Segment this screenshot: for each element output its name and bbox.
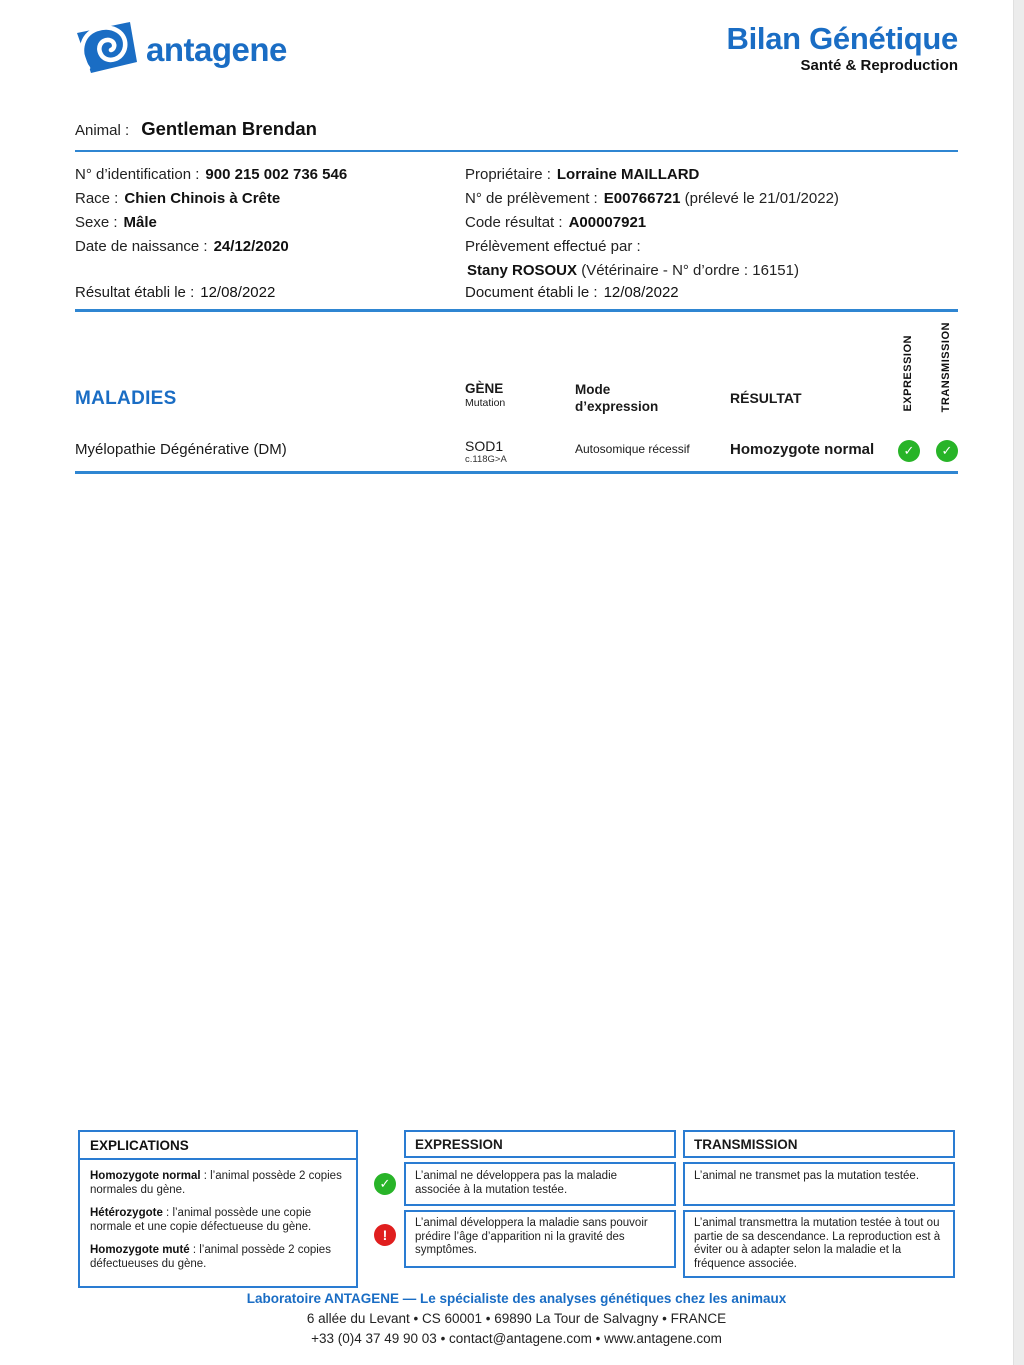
- mode-header-line1: Mode: [575, 382, 611, 397]
- term-homozygote-normal: Homozygote normal: [90, 1170, 201, 1182]
- transmission-check-icon: ✓: [936, 440, 958, 462]
- result-code-label: Code résultat :: [465, 214, 563, 231]
- identification-row: [75, 163, 455, 187]
- scan-page-edge: [1013, 0, 1024, 1365]
- explication-homozygote-normal: [90, 1169, 346, 1197]
- mutation-header-label: Mutation: [465, 397, 506, 409]
- race-label: Race :: [75, 190, 119, 207]
- mutation-name: c.118G>A: [465, 454, 507, 465]
- antagene-logo: [75, 20, 287, 79]
- sample-number-value: E00766721: [603, 190, 681, 207]
- sampler-name-row: [465, 259, 965, 283]
- sexe-row: [75, 211, 455, 235]
- document-subtitle: Santé & Reproduction: [800, 57, 958, 74]
- footer-contact: +33 (0)4 37 49 90 03 • contact@antagene.com • www.antagene.com: [311, 1331, 722, 1346]
- document-date-label: Document établi le :: [465, 284, 598, 301]
- footer-lab-tagline: Laboratoire ANTAGENE — Le spécialiste des analyses génétiques chez les animaux: [246, 1291, 787, 1306]
- mode-header-line2: d’expression: [575, 399, 659, 414]
- explications-title: EXPLICATIONS: [80, 1132, 356, 1160]
- explications-body: [80, 1160, 356, 1286]
- result-cell: Homozygote normal: [730, 441, 875, 458]
- document-title: Bilan Génétique: [726, 21, 958, 56]
- animal-label: Animal :: [75, 122, 130, 139]
- owner-sample-block: [465, 163, 965, 283]
- legend-section: [78, 1130, 955, 1270]
- document-date-row: [465, 284, 679, 301]
- divider-row: [75, 471, 958, 474]
- result-date-value: 12/08/2022: [200, 284, 276, 301]
- birthdate-value: 24/12/2020: [213, 238, 289, 255]
- sample-number-row: [465, 187, 965, 211]
- owner-label: Propriétaire :: [465, 166, 551, 183]
- identification-value: 900 215 002 736 546: [205, 166, 348, 183]
- expression-column-header: EXPRESSION: [902, 335, 914, 412]
- result-date-label: Résultat établi le :: [75, 284, 195, 301]
- transmission-legend-column: [683, 1130, 955, 1278]
- result-code-value: A00007921: [568, 214, 647, 231]
- result-date-row: [75, 284, 275, 301]
- transmission-legend-title: TRANSMISSION: [683, 1130, 955, 1158]
- result-column-header: RÉSULTAT: [730, 390, 802, 406]
- term-heterozygote: Hétérozygote: [90, 1207, 163, 1219]
- owner-value: Lorraine MAILLARD: [556, 166, 700, 183]
- logo-wordmark: antagene: [146, 30, 287, 68]
- divider-info: [75, 309, 958, 312]
- sample-date-note: (prélevé le 21/01/2022): [680, 190, 839, 207]
- birthdate-label: Date de naissance :: [75, 238, 208, 255]
- veterinarian-name: Stany ROSOUX: [467, 262, 578, 279]
- sexe-label: Sexe :: [75, 214, 118, 231]
- sampler-label-row: [465, 235, 965, 259]
- footer: [75, 1289, 958, 1349]
- race-value: Chien Chinois à Crête: [124, 190, 281, 207]
- expression-legend-affected: L’animal développera la maladie sans pouvoir prédire l’âge d’apparition ni la gravité des symptômes.: [404, 1210, 676, 1268]
- result-code-row: [465, 211, 965, 235]
- transmission-legend-normal: L’animal ne transmet pas la mutation testée.: [683, 1162, 955, 1206]
- explications-box: [78, 1130, 358, 1288]
- expression-legend-column: [404, 1130, 676, 1268]
- expression-legend-title: EXPRESSION: [404, 1130, 676, 1158]
- gene-name: SOD1: [465, 438, 504, 454]
- maladies-section-title: MALADIES: [75, 388, 177, 409]
- gene-header-label: GÈNE: [465, 381, 504, 396]
- footer-address: 6 allée du Levant • CS 60001 • 69890 La Tour de Salvagny • FRANCE: [306, 1311, 727, 1326]
- explication-homozygote-mute: [90, 1243, 346, 1271]
- sampler-label: Prélèvement effectué par :: [465, 238, 641, 255]
- animal-name: Gentleman Brendan: [141, 118, 317, 139]
- legend-check-icon: ✓: [374, 1173, 396, 1195]
- expression-legend-normal: L’animal ne développera pas la maladie associée à la mutation testée.: [404, 1162, 676, 1206]
- disease-name: Myélopathie Dégénérative (DM): [75, 441, 287, 458]
- animal-identity-block: [75, 163, 455, 259]
- def-heterozygote: : l’animal possède une copie normale et une copie défectueuse du gène.: [90, 1207, 312, 1233]
- def-homozygote-mute: : l’animal possède 2 copies défectueuses du gène.: [90, 1244, 331, 1270]
- term-homozygote-mute: Homozygote muté: [90, 1244, 190, 1256]
- sexe-value: Mâle: [123, 214, 157, 231]
- def-homozygote-normal: : l’animal possède 2 copies normales du gène.: [90, 1170, 342, 1196]
- document-date-value: 12/08/2022: [603, 284, 679, 301]
- explication-heterozygote: [90, 1206, 346, 1234]
- gene-cell: [465, 438, 507, 465]
- animal-row: [75, 118, 317, 140]
- birthdate-row: [75, 235, 455, 259]
- legend-alert-icon: !: [374, 1224, 396, 1246]
- document-title-block: [727, 22, 958, 74]
- veterinarian-order-number: (Vétérinaire - N° d’ordre : 16151): [577, 262, 799, 279]
- divider-top: [75, 150, 958, 152]
- transmission-column-header: TRANSMISSION: [940, 321, 952, 412]
- owner-row: [465, 163, 965, 187]
- mode-cell: Autosomique récessif: [575, 442, 690, 456]
- antagene-swirl-icon: [75, 20, 137, 79]
- expression-check-icon: ✓: [898, 440, 920, 462]
- sample-number-label: N° de prélèvement :: [465, 190, 598, 207]
- transmission-legend-carrier: L’animal transmettra la mutation testée à tout ou partie de sa descendance. La reproduction est à éviter ou à adapter selon la maladie et la fréquence associée.: [683, 1210, 955, 1278]
- race-row: [75, 187, 455, 211]
- mode-column-header: [575, 381, 658, 415]
- identification-label: N° d’identification :: [75, 166, 200, 183]
- gene-column-header: [465, 381, 505, 409]
